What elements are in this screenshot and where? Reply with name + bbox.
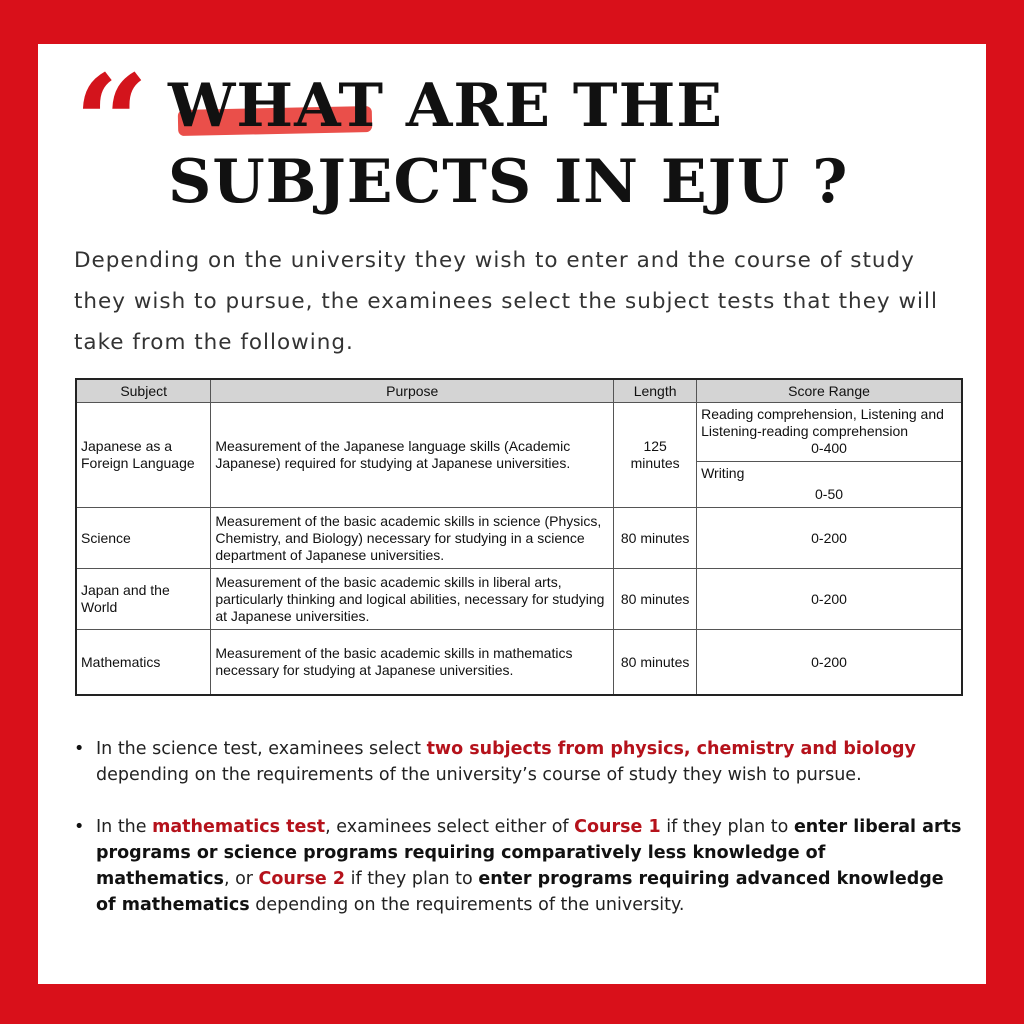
- table-row: [76, 569, 962, 630]
- score-reading-label: Reading comprehension, Listening and Listening-reading comprehension: [701, 406, 944, 440]
- list-item-math-note: [74, 814, 964, 918]
- note-text: In the science test, examinees select: [96, 739, 427, 759]
- purpose-cell: Measurement of the basic academic skills in liberal arts, particularly thinking and logical abilities, necessary for studying at Japanese universities.: [211, 569, 614, 630]
- bullet-icon: •: [74, 739, 85, 759]
- note-text: depending on the requirements of the university.: [249, 895, 685, 915]
- title-line-2: SUBJECTS IN EJU ?: [168, 147, 849, 217]
- header-score-range: Score Range: [697, 379, 962, 403]
- quote-mark-icon: “: [74, 46, 135, 199]
- score-writing-value: 0-50: [815, 486, 844, 503]
- content-card: [38, 44, 986, 984]
- subject-cell: Japanese as a Foreign Language: [76, 403, 211, 508]
- note-text: depending on the requirements of the university’s course of study they wish to pursue.: [96, 765, 862, 785]
- length-cell: 80 minutes: [614, 630, 697, 696]
- header-length: Length: [614, 379, 697, 403]
- bullet-icon: •: [74, 817, 85, 837]
- score-cell: 0-200: [697, 630, 962, 696]
- header-purpose: Purpose: [211, 379, 614, 403]
- length-cell: 80 minutes: [614, 508, 697, 569]
- note-bold: enter liberal arts programs or science programs requiring comparatively less knowledge of mathematics: [96, 817, 962, 889]
- subject-cell: Science: [76, 508, 211, 569]
- note-text: if they plan to: [345, 869, 479, 889]
- intro-paragraph: Depending on the university they wish to enter and the course of study they wish to pursue, the examinees select the subject tests that they will take from the following.: [74, 248, 938, 355]
- note-highlight: mathematics test: [152, 817, 326, 837]
- table-row: [76, 508, 962, 569]
- score-reading-value: 0-400: [811, 440, 847, 457]
- note-text: In the: [96, 817, 153, 837]
- title-line-1: WHAT ARE THE: [168, 71, 723, 141]
- subject-cell: Mathematics: [76, 630, 211, 696]
- page-title: [168, 68, 848, 220]
- list-item-science-note: [74, 736, 964, 788]
- table-row: [76, 403, 962, 462]
- table-row: [76, 630, 962, 696]
- note-text: , or: [223, 869, 259, 889]
- length-cell: 80 minutes: [614, 569, 697, 630]
- note-text: , examinees select either of: [325, 817, 575, 837]
- score-cell-reading: [697, 403, 962, 462]
- table-header-row: [76, 379, 962, 403]
- eju-subjects-table: [75, 378, 963, 696]
- purpose-cell: Measurement of the basic academic skills in science (Physics, Chemistry, and Biology) necessary for studying in a science department of Japanese universities.: [211, 508, 614, 569]
- score-writing-label: Writing: [701, 465, 745, 482]
- purpose-cell: Measurement of the Japanese language skills (Academic Japanese) required for studying at Japanese universities.: [211, 403, 614, 508]
- notes-list: [74, 736, 964, 944]
- score-cell: 0-200: [697, 569, 962, 630]
- subject-cell: Japan and the World: [76, 569, 211, 630]
- note-highlight: Course 2: [258, 869, 346, 889]
- note-bold: enter programs requiring advanced knowledge of mathematics: [96, 869, 944, 915]
- header-subject: Subject: [76, 379, 211, 403]
- score-cell-writing: [697, 461, 962, 507]
- purpose-cell: Measurement of the basic academic skills in mathematics necessary for studying at Japanese universities.: [211, 630, 614, 696]
- note-text: if they plan to: [660, 817, 794, 837]
- note-highlight: Course 1: [574, 817, 661, 837]
- score-cell: 0-200: [697, 508, 962, 569]
- note-highlight: two subjects from physics, chemistry and biology: [426, 739, 916, 759]
- length-cell: 125 minutes: [614, 403, 697, 508]
